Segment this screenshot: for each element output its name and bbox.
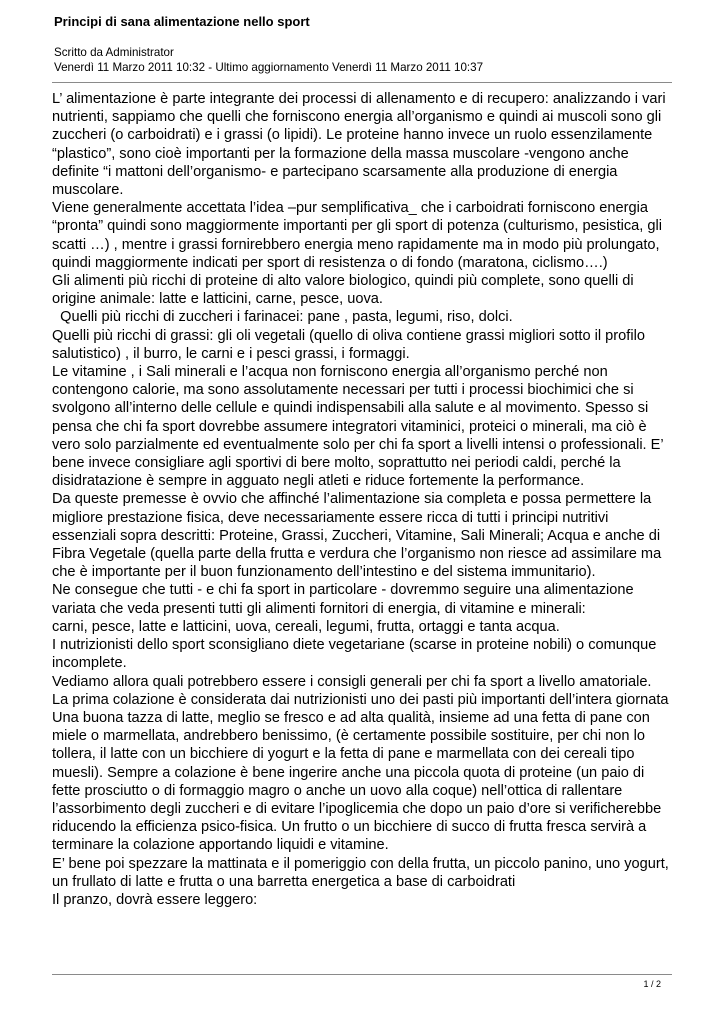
footer-divider (52, 974, 672, 975)
body-paragraph: Vediamo allora quali potrebbero essere i consigli generali per chi fa sport a livello amatoriale. (52, 673, 652, 690)
body-paragraph: carni, pesce, latte e latticini, uova, cereali, legumi, frutta, ortaggi e tanta acqua. (52, 618, 560, 635)
body-paragraph: Da queste premesse è ovvio che affinché l’alimentazione sia completa e possa permettere la migliore prestazione fisica, deve necessariamente essere ricca di tutti i principi nutritivi essenziali sopra descritti: Proteine, Grassi, Zuccheri, Vitamine, Sali Minerali; Acqua e anche di Fibra Vegetale (quella parte della frutta e verdura che l’organismo non riesce ad assimilare ma che è importante per il buon funzionamento dell’intestino e del sistema immunitario). (52, 491, 662, 581)
body-paragraph: Ne consegue che tutti - e chi fa sport in particolare - dovremmo seguire una alimentazione variata che veda presenti tutti gli alimenti fornitori di energia, di vitamine e minerali: (52, 582, 634, 617)
article-body (52, 90, 674, 909)
body-paragraph: Viene generalmente accettata l’idea –pur semplificativa_ che i carboidrati forniscono energia “pronta” quindi sono maggiormente importanti per gli sport di potenza (culturismo, pesistica, gli scatti …) , mentre i grassi fornirebbero energia meno rapidamente ma in modo più prolungato, quindi maggiormente indicati per sport di resistenza o di fondo (maratona, ciclismo….) (52, 200, 662, 271)
date-line: Venerdì 11 Marzo 2011 10:32 - Ultimo aggiornamento Venerdì 11 Marzo 2011 10:37 (54, 61, 484, 74)
body-paragraph: Una buona tazza di latte, meglio se fresco e ad alta qualità, insieme ad una fetta di pane con miele o marmellata, andrebbero benissimo, (è certamente possibile sostituire, per chi non lo tollera, il latte con un bicchiere di yogurt e la fetta di pane e marmellata con dei cereali tipo muesli). Sempre a colazione è bene ingerire anche una piccola quota di proteine (un paio di fette prosciutto o di formaggio magro o anche un uovo alla coque) nell’ottica di rallentare l’assorbimento degli zuccheri e di evitare l’ipoglicemia che dopo un paio d’ore si verificherebbe riducendo la efficienza psico-fisica. Un frutto o un bicchiere di succo di frutta fresca servirà a terminare la colazione apportando liquidi e vitamine. (52, 709, 662, 854)
body-paragraph: L’ alimentazione è parte integrante dei processi di allenamento e di recupero: analizzando i vari nutrienti, sappiamo che quelli che forniscono energia all’organismo e quindi ai muscoli sono gli zuccheri (o carboidrati) e i grassi (o lipidi). Le proteine hanno invece un ruolo essenzilamente “plastico”, sono cioè importanti per la formazione della massa muscolare -vengono anche definite “i mattoni dell’organismo- e partecipano scarsamente alla produzione di energia muscolare. (52, 91, 666, 199)
article-meta (54, 45, 483, 75)
body-paragraph: Gli alimenti più ricchi di proteine di alto valore biologico, quindi più complete, sono quelli di origine animale: latte e latticini, carne, pesce, uova. (52, 273, 634, 308)
body-paragraph: Quelli più ricchi di zuccheri i farinacei: pane , pasta, legumi, riso, dolci. (52, 309, 513, 326)
document-title: Principi di sana alimentazione nello sport (54, 14, 310, 29)
body-paragraph: Le vitamine , i Sali minerali e l’acqua non forniscono energia all’organismo perché non contengono calorie, ma sono assolutamente necessari per tutti i processi biochimici che si svolgono all’interno delle cellule e quindi indispensabili alla salute e al movimento. Spesso si pensa che chi fa sport dovrebbe assumere integratori vitaminici, proteici o minerali, ma ciò è vero solo parzialmente ed eventualmente solo per chi fa sport a livelli intensi o professionali. E’ bene invece consigliare agli sportivi di bere molto, soprattutto nei periodi caldi, perché la disidratazione è sempre in agguato negli atleti e riduce fortemente la performance. (52, 364, 664, 490)
header-divider (52, 82, 672, 83)
body-paragraph: Il pranzo, dovrà essere leggero: (52, 891, 258, 908)
page-number: 1 / 2 (643, 979, 661, 989)
body-paragraph: Quelli più ricchi di grassi: gli oli vegetali (quello di oliva contiene grassi migliori sotto il profilo salutistico) , il burro, le carni e i pesci grassi, i formaggi. (52, 327, 645, 362)
body-paragraph: I nutrizionisti dello sport sconsigliano diete vegetariane (scarse in proteine nobili) o comunque incomplete. (52, 637, 657, 672)
body-paragraph: E’ bene poi spezzare la mattinata e il pomeriggio con della frutta, un piccolo panino, uno yogurt, un frullato di latte e frutta o una barretta energetica a base di carboidrati (52, 855, 669, 890)
author-line: Scritto da Administrator (54, 46, 174, 59)
body-paragraph: La prima colazione è considerata dai nutrizionisti uno dei pasti più importanti dell’intera giornata (52, 691, 669, 708)
